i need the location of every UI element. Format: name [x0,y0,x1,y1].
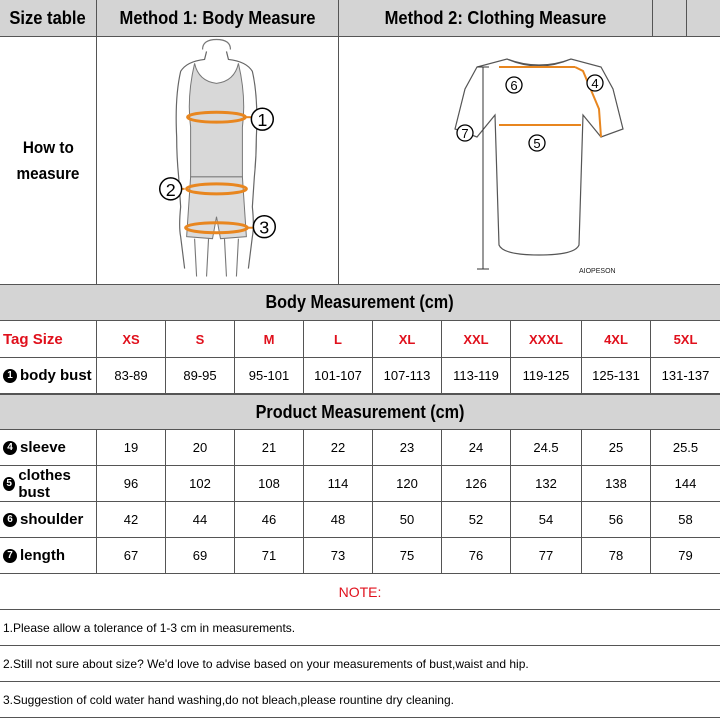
marker-7 [457,125,473,141]
marker-5 [529,135,545,151]
marker-6 [506,77,522,93]
method1-cell [97,0,339,36]
bullet-icon: 7 [3,549,17,563]
table-cell: 107-113 [373,358,442,393]
marker-1 [246,108,273,130]
marker-4 [587,75,603,91]
body-figure-cell [97,37,339,284]
shirt-figure-cell [339,37,720,284]
table-cell: 96 [97,466,166,501]
size-5xl: 5XL [673,331,698,347]
table-cell: 75 [373,538,442,573]
row-label: 6 shoulder [0,502,97,537]
table-cell: 71 [235,538,304,573]
size-4xl: 4XL [582,321,651,357]
table-cell: 48 [304,502,373,537]
body-measurement-title: Body Measurement (cm) [265,292,455,312]
row-label: 4 sleeve [0,430,97,465]
size-m: M [235,321,304,357]
table-cell: 102 [166,466,235,501]
product-row-sleeve [0,430,720,466]
table-cell: 119-125 [511,358,582,393]
table-cell: 101-107 [304,358,373,393]
table-cell: 50 [373,502,442,537]
product-measurement-title: Product Measurement (cm) [255,401,465,422]
header-empty-cell [652,0,686,37]
table-cell: 20 [166,430,235,465]
row-label: 5 clothes bust [0,466,97,501]
bullet-icon: 6 [3,513,17,527]
table-cell: 113-119 [442,358,511,393]
table-cell: 114 [304,466,373,501]
size-xl: XL [373,321,442,357]
method2-cell [339,0,652,36]
table-cell: 67 [97,538,166,573]
table-cell: 52 [442,502,511,537]
svg-text:5: 5 [533,136,541,151]
table-cell: 132 [511,466,582,501]
product-measurement-band [0,394,720,430]
product-row-shoulder [0,502,720,538]
bullet-icon: 5 [3,477,15,491]
table-cell: 44 [166,502,235,537]
size-s: S [166,321,235,357]
table-cell: 24 [442,430,511,465]
body-bust-label: 1 body bust [0,358,97,393]
table-cell: 19 [97,430,166,465]
table-cell: 54 [511,502,582,537]
table-cell: 69 [166,538,235,573]
table-cell: 131-137 [661,368,710,383]
size-xxxl: XXXL [511,321,582,357]
note-item-3: 3.Suggestion of cold water hand washing,do not bleach,please rountine dry cleaning. [0,682,720,718]
table-cell: 21 [235,430,304,465]
how-to-cell [0,37,97,284]
table-cell: 77 [511,538,582,573]
table-cell: 76 [442,538,511,573]
table-cell: 79 [678,548,693,563]
size-xxl: XXL [442,321,511,357]
tag-size-row [0,321,720,358]
svg-text:6: 6 [510,78,518,93]
method2-title: Method 2: Clothing Measure [384,7,607,28]
product-row-clothes-bust [0,466,720,502]
table-cell: 24.5 [511,430,582,465]
svg-text:4: 4 [591,76,599,91]
table-cell: 73 [304,538,373,573]
table-cell: 120 [373,466,442,501]
table-cell: 25.5 [672,440,699,455]
body-measurement-band [0,284,720,321]
table-cell: 125-131 [582,358,651,393]
svg-text:1: 1 [257,110,268,131]
bullet-icon: 4 [3,441,17,455]
note-title: NOTE: [0,574,720,610]
svg-text:2: 2 [165,179,176,200]
table-cell: 25 [582,430,651,465]
table-cell: 89-95 [166,358,235,393]
row-label: 7 length [0,538,97,573]
size-table-title: Size table [9,7,87,28]
table-cell: 108 [235,466,304,501]
table-cell: 95-101 [235,358,304,393]
table-cell: 58 [678,512,693,527]
bullet-icon: 1 [3,369,17,383]
size-table-cell [0,0,97,36]
svg-text:3: 3 [259,217,270,238]
table-cell: 78 [582,538,651,573]
table-cell: 138 [582,466,651,501]
body-bust-row [0,358,720,394]
shirt-figure [339,37,720,284]
table-cell: 83-89 [97,358,166,393]
note-item-1: 1.Please allow a tolerance of 1-3 cm in measurements. [0,610,720,646]
header-bar [0,0,720,37]
table-cell: 46 [235,502,304,537]
note-item-2: 2.Still not sure about size? We'd love to advise based on your measurements of bust,waist and hip. [0,646,720,682]
table-cell: 23 [373,430,442,465]
svg-text:7: 7 [461,126,469,141]
table-cell: 56 [582,502,651,537]
table-cell: 22 [304,430,373,465]
marker-2 [160,178,185,200]
how-to-line2: measure [16,163,80,183]
size-l: L [304,321,373,357]
product-row-length [0,538,720,574]
method1-title: Method 1: Body Measure [119,7,316,28]
how-to-measure-row [0,37,720,285]
tag-size-label: Tag Size [0,321,97,357]
table-cell: 144 [674,476,697,491]
table-cell: 126 [442,466,511,501]
brand-label: AIOPESON [579,268,616,275]
size-xs: XS [97,321,166,357]
header-empty-cell [686,0,720,37]
body-figure [97,37,338,284]
how-to-line1: How to [22,137,74,157]
table-cell: 42 [97,502,166,537]
